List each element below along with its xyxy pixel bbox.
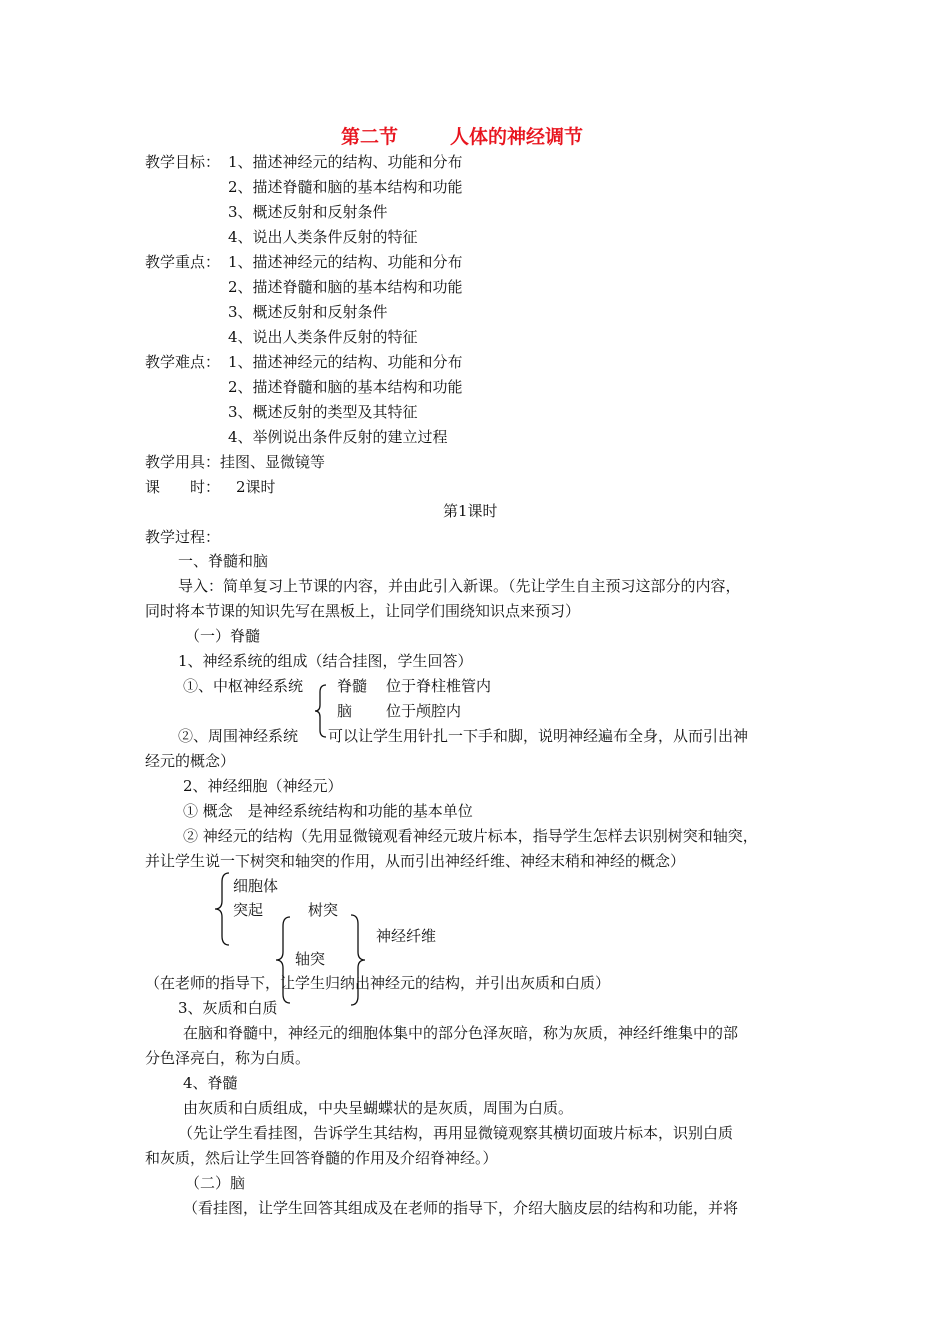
neurite-label: 突起 xyxy=(233,901,264,919)
neuron-structure: 并让学生说一下树突和轴突的作用，从而引出神经纤维、神经末稍和神经的概念） xyxy=(145,852,686,870)
pns-label: ②、周围神经系统 xyxy=(178,727,299,745)
brain-label: 脑 xyxy=(337,702,353,720)
neuron-concept: ① 概念 是神经系统结构和功能的基本单位 xyxy=(183,802,473,820)
objective-item: 1、描述神经元的结构、功能和分布 xyxy=(228,153,463,171)
lesson-heading: 第1课时 xyxy=(443,502,498,520)
key-point-item: 4、说出人类条件反射的特征 xyxy=(228,328,418,346)
item4-heading: 4、脊髓 xyxy=(183,1074,238,1092)
nerve-fiber-label: 神经纤维 xyxy=(376,927,437,945)
objectives-label: 教学目标： xyxy=(145,153,221,171)
page-title: 人体的神经调节 xyxy=(450,126,584,148)
item1-heading: 1、神经系统的组成（结合挂图，学生回答） xyxy=(178,652,473,670)
difficulty-item: 3、概述反射的类型及其特征 xyxy=(228,403,418,421)
difficulty-item: 1、描述神经元的结构、功能和分布 xyxy=(228,353,463,371)
pns-note: 可以让学生用针扎一下手和脚，说明神经遍布全身，从而引出神 xyxy=(328,727,749,745)
dendrite-label: 树突 xyxy=(308,901,339,919)
neuron-structure: ② 神经元的结构（先用显微镜观看神经元玻片标本，指导学生怎样去识别树突和轴突， xyxy=(183,827,758,845)
spinal-cord-label: 脊髓 xyxy=(337,677,368,695)
section-number: 第二节 xyxy=(341,126,399,148)
spinal-note: 和灰质，然后让学生回答脊髓的作用及介绍脊神经。） xyxy=(145,1149,498,1167)
gray-white-text: 分色泽亮白，称为白质。 xyxy=(145,1049,311,1067)
difficulty-item: 4、举例说出条件反射的建立过程 xyxy=(228,428,448,446)
difficulties-label: 教学难点： xyxy=(145,353,221,371)
key-point-item: 2、描述脊髓和脑的基本结构和功能 xyxy=(228,278,463,296)
cell-body-label: 细胞体 xyxy=(233,877,279,895)
spinal-description: 由灰质和白质组成，中央呈蝴蝶状的是灰质，周围为白质。 xyxy=(183,1099,574,1117)
difficulty-item: 2、描述脊髓和脑的基本结构和功能 xyxy=(228,378,463,396)
key-point-item: 1、描述神经元的结构、功能和分布 xyxy=(228,253,463,271)
pns-note: 经元的概念） xyxy=(145,752,236,770)
nervous-system-brace xyxy=(314,684,328,738)
gray-white-text: 在脑和脊髓中，神经元的细胞体集中的部分色泽灰暗，称为灰质，神经纤维集中的部 xyxy=(183,1024,739,1042)
sub2-heading: （二）脑 xyxy=(185,1174,246,1192)
part1-heading: 一、脊髓和脑 xyxy=(178,552,269,570)
sub1-heading: （一）脊髓 xyxy=(185,627,261,645)
item2-heading: 2、神经细胞（神经元） xyxy=(183,777,343,795)
spinal-cord-position: 位于脊柱椎管内 xyxy=(386,677,492,695)
intro-text: 同时将本节课的知识先写在黑板上，让同学们围绕知识点来预习） xyxy=(145,602,581,620)
neuron-brace xyxy=(213,872,231,946)
objective-item: 2、描述脊髓和脑的基本结构和功能 xyxy=(228,178,463,196)
objective-item: 4、说出人类条件反射的特征 xyxy=(228,228,418,246)
item3-heading: 3、灰质和白质 xyxy=(178,999,278,1017)
intro-text: 导入：简单复习上节课的内容，并由此引入新课。（先让学生自主预习这部分的内容， xyxy=(178,577,741,595)
teaching-tools: 教学用具：挂图、显微镜等 xyxy=(145,453,326,471)
guide-note: （在老师的指导下，让学生归纳出神经元的结构，并引出灰质和白质） xyxy=(145,974,611,992)
spinal-note: （先让学生看挂图，告诉学生其结构，再用显微镜观察其横切面玻片标本，识别白质 xyxy=(178,1124,734,1142)
process-label: 教学过程： xyxy=(145,528,221,546)
axon-label: 轴突 xyxy=(295,950,326,968)
objective-item: 3、概述反射和反射条件 xyxy=(228,203,388,221)
class-hours-label: 课 时： xyxy=(145,478,221,496)
brain-position: 位于颅腔内 xyxy=(386,702,462,720)
key-point-item: 3、概述反射和反射条件 xyxy=(228,303,388,321)
class-hours-value: 2课时 xyxy=(236,478,276,496)
cns-label: ①、中枢神经系统 xyxy=(183,677,304,695)
key-points-label: 教学重点： xyxy=(145,253,221,271)
brain-note: （看挂图，让学生回答其组成及在老师的指导下，介绍大脑皮层的结构和功能，并将 xyxy=(183,1199,739,1217)
